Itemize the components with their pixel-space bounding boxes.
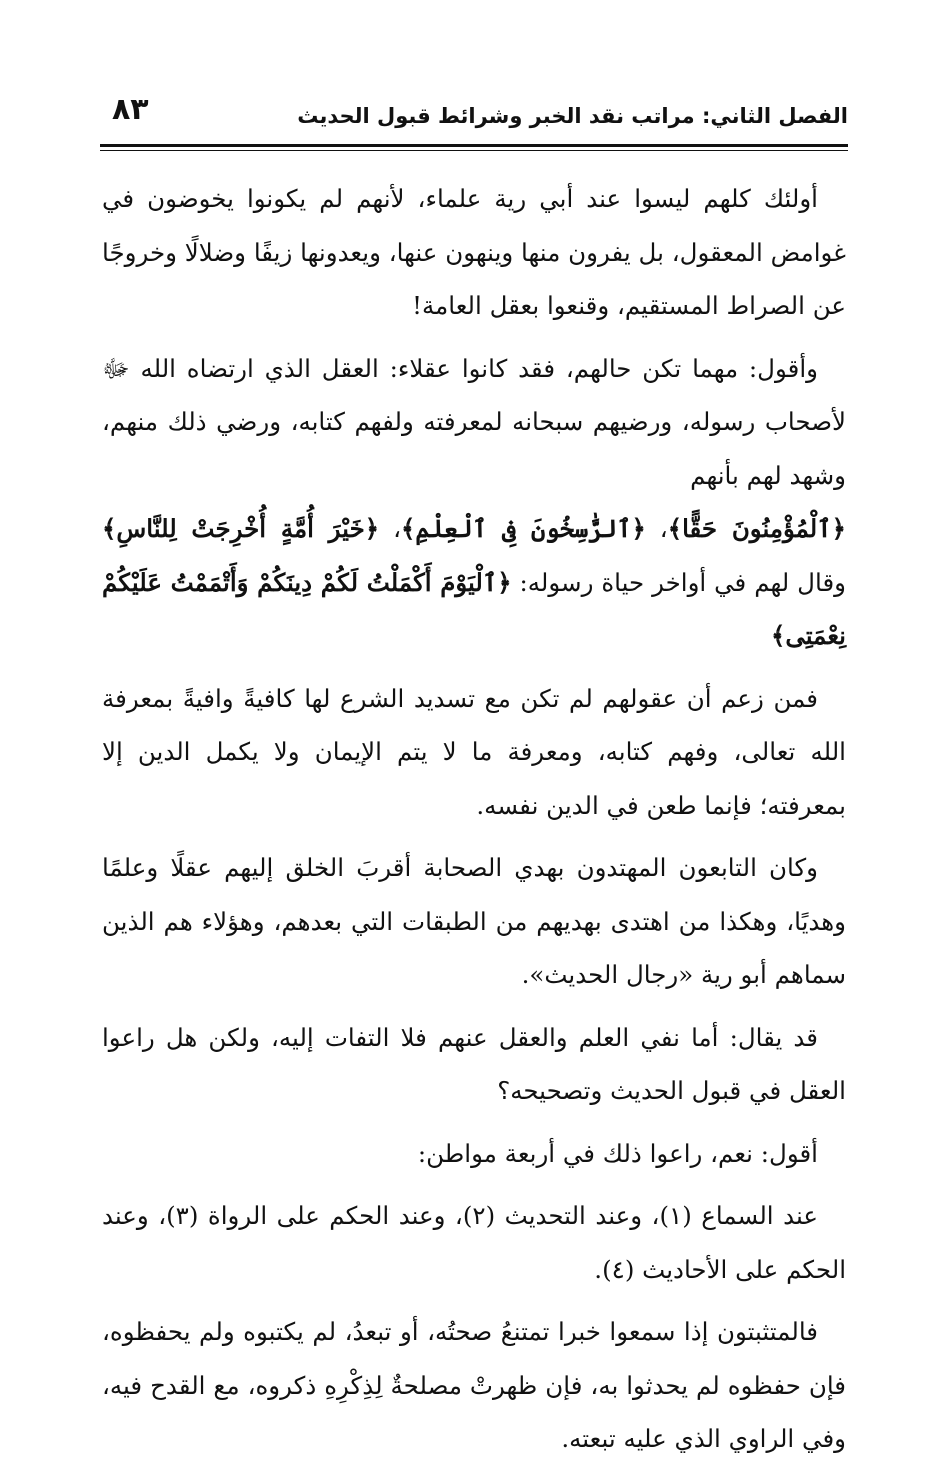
paragraph-2-text-start: وأقول: مهما تكن حالهم، فقد كانوا عقلاء: العقل الذي ارتضاه الله ﷻ لأصحاب رسوله، ورضيهم سبحانه لمعرفته ولفهم كتابه، ورضي ذلك منهم، وشهد لهم بأنهم bbox=[102, 353, 846, 490]
separator-1: ، bbox=[645, 514, 668, 543]
body-text bbox=[102, 172, 846, 1475]
separator-2: ، bbox=[379, 514, 401, 543]
header-rule-thin bbox=[100, 150, 848, 151]
quran-quote-3: ﴿خَيْرَ أُمَّةٍ أُخْرِجَتْ لِلنَّاسِ﴾ bbox=[102, 514, 380, 543]
page-header bbox=[100, 92, 848, 138]
paragraph-6: أقول: نعم، راعوا ذلك في أربعة مواطن: bbox=[417, 1138, 818, 1168]
paragraph-7: عند السماع (١)، وعند التحديث (٢)، وعند الحكم على الرواة (٣)، وعند الحكم على الأحاديث (٤). bbox=[102, 1201, 846, 1284]
paragraph-1: أولئك كلهم ليسوا عند أبي رية علماء، لأنهم لم يكونوا يخوضون في غوامض المعقول، بل يفرون منها وينهون عنها، ويعدونها زيفًا وضلالًا وخروجًا عن الصراط المستقيم، وقنعوا بعقل العامة! bbox=[102, 184, 846, 320]
paragraph-5: قد يقال: أما نفي العلم والعقل عنهم فلا التفات إليه، ولكن هل راعوا العقل في قبول الحديث وتصحيحه؟ bbox=[102, 1022, 846, 1105]
paragraph-2 bbox=[102, 342, 846, 663]
paragraph-2-text-mid: وقال لهم في أواخر حياة رسوله: bbox=[511, 567, 846, 597]
page-number: ٨٣ bbox=[112, 92, 149, 127]
paragraph-8: فالمتثبتون إذا سمعوا خبرا تمتنعُ صحتُه، أو تبعدُ، لم يكتبوه ولم يحفظوه، فإن حفظوه لم يحدثوا به، فإن ظهرتْ مصلحةٌ لِذِكْرِهِ ذكروه، مع القدح فيه، وفي الراوي الذي عليه تبعته. bbox=[102, 1317, 846, 1453]
running-title: الفصل الثاني: مراتب نقد الخبر وشرائط قبول الحديث bbox=[297, 104, 848, 128]
paragraph-4: وكان التابعون المهتدون بهدي الصحابة أقربَ الخلق إليهم عقلًا وعلمًا وهديًا، وهكذا من اهتدى بهديهم من الطبقات التي بعدهم، وهؤلاء هم الذين سماهم أبو رية «رجال الحديث». bbox=[102, 853, 846, 989]
quran-quote-4: ﴿ٱلْيَوْمَ أَكْمَلْتُ لَكُمْ دِينَكُمْ وَأَتْمَمْتُ عَلَيْكُمْ نِعْمَتِى﴾ bbox=[102, 567, 846, 650]
header-rule-thick bbox=[100, 144, 848, 147]
quran-quote-1: ﴿ٱلْمُؤْمِنُونَ حَقًّا﴾ bbox=[667, 514, 846, 543]
paragraph-3: فمن زعم أن عقولهم لم تكن مع تسديد الشرع لها كافيةً وافيةً بمعرفة الله تعالى، وفهم كتابه، ومعرفة ما لا يتم الإيمان ولا يكمل الدين إلا بمعرفته؛ فإنما طعن في الدين نفسه. bbox=[102, 683, 846, 820]
quran-quote-2: ﴿ٱلرَّٰسِخُونَ فِى ٱلْعِلْمِ﴾ bbox=[400, 514, 646, 543]
